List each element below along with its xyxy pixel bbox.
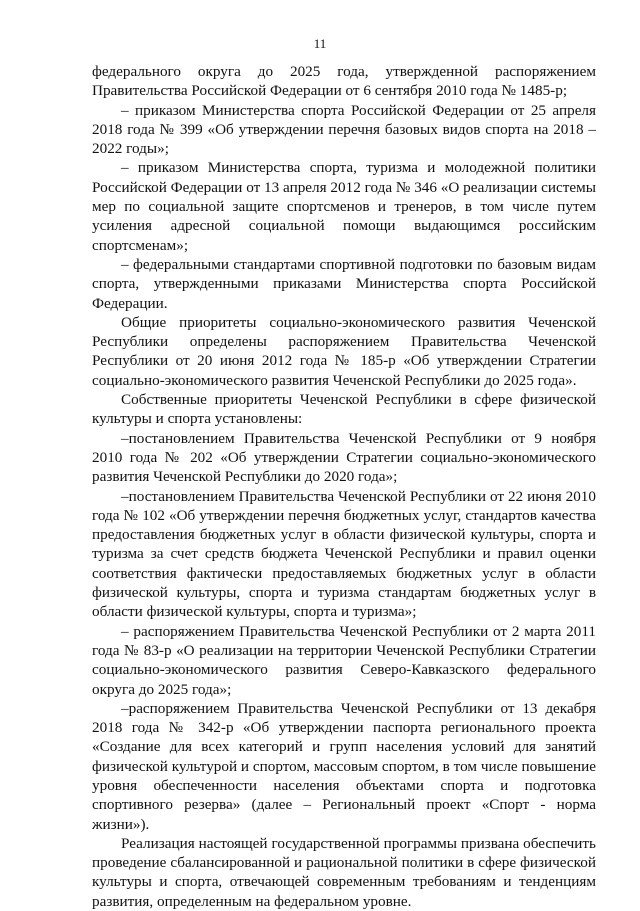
paragraph: –постановлением Правительства Чеченской Республики от 22 июня 2010 года № 102 «Об утверждении перечня бюджетных услуг, стандартов качества предоставления бюджетных услуг в области физической культуры, спорта и туризма за счет средств бюджета Чеченской Республики и правил оценки соответствия фактически предоставляемых бюджетных услуг в области физической культуры, спорта и туризма стандартам бюджетных услуг в области физической культуры, спорта и туризма»; xyxy=(92,487,596,621)
document-body xyxy=(92,62,596,911)
paragraph: –распоряжением Правительства Чеченской Республики от 13 декабря 2018 года № 342-р «Об утверждении паспорта регионального проекта «Создание для всех категорий и групп населения условий для занятий физической культурой и спортом, массовым спортом, в том числе повышение уровня обеспеченности населения объектами спорта и подготовка спортивного резерва» (далее – Региональный проект «Спорт - норма жизни»). xyxy=(92,699,596,833)
paragraph: – федеральными стандартами спортивной подготовки по базовым видам спорта, утвержденными приказами Министерства спорта Российской Федерации. xyxy=(92,255,596,312)
paragraph: – приказом Министерства спорта Российской Федерации от 25 апреля 2018 года № 399 «Об утверждении перечня базовых видов спорта на 2018 – 2022 годы»; xyxy=(92,101,596,158)
paragraph: – распоряжением Правительства Чеченской Республики от 2 марта 2011 года № 83-р «О реализации на территории Чеченской Республики Стратегии социально-экономического развития Северо-Кавказского федерального округа до 2025 года»; xyxy=(92,622,596,698)
paragraph: Реализация настоящей государственной программы призвана обеспечить проведение сбалансированной и рациональной политики в сфере физической культуры и спорта, отвечающей современным требованиям и тенденциям развития, определенным на федеральном уровне. xyxy=(92,834,596,910)
paragraph: Собственные приоритеты Чеченской Республики в сфере физической культуры и спорта установлены: xyxy=(92,391,596,428)
paragraph: Общие приоритеты социально-экономического развития Чеченской Республики определены распоряжением Правительства Чеченской Республики от 20 июня 2012 года № 185-р «Об утверждении Стратегии социально-экономического развития Чеченской Республики до 2025 года». xyxy=(92,313,596,389)
paragraph: – приказом Министерства спорта, туризма и молодежной политики Российской Федерации от 13 апреля 2012 года № 346 «О реализации системы мер по социальной защите спортсменов и тренеров, в том числе путем усиления адресной социальной помощи выдающимся российским спортсменам»; xyxy=(92,159,596,254)
paragraph: –постановлением Правительства Чеченской Республики от 9 ноября 2010 года № 202 «Об утверждении Стратегии социально-экономического развития Чеченской Республики до 2020 года»; xyxy=(92,429,596,486)
page-number: 11 xyxy=(313,36,327,51)
paragraph: федерального округа до 2025 года, утвержденной распоряжением Правительства Российской Федерации от 6 сентября 2010 года № 1485-р; xyxy=(92,63,596,100)
